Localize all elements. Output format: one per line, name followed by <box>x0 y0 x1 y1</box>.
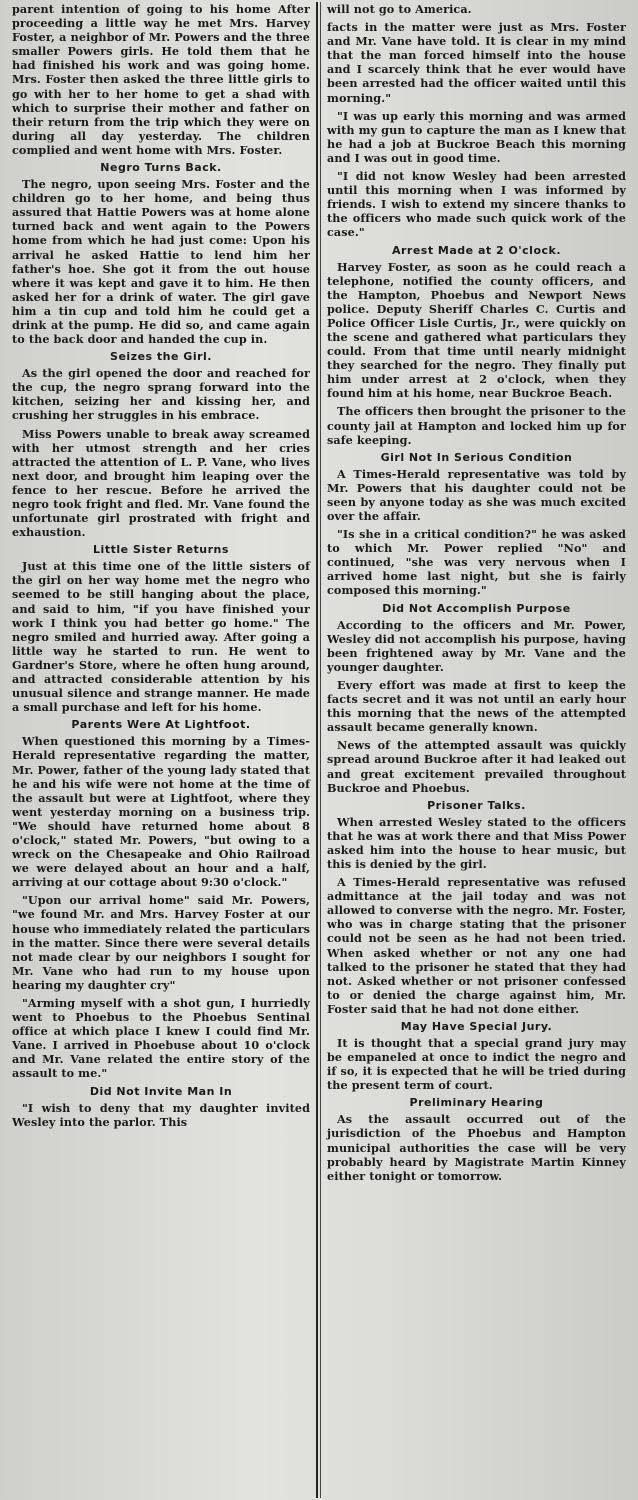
paragraph: When questioned this morning by a Times-Herald representative regarding the matter, Mr. Power, father of the young lady stated that he and his wife were not home at the time of the assault but were at Lightfoot, where they went yesterday morning on a business trip. "We should have returned home about 8 o'clock," stated Mr. Powers, "but owing to a wreck on the Chesapeake and Ohio Railroad we were delayed about an hour and a half, arriving at our cottage about 9:30 o'clock." <box>12 734 310 890</box>
paragraph: As the assault occurred out of the jurisdiction of the Phoebus and Hampton municipal authorities the case will be very probably heard by Magistrate Martin Kinney either tonight or tomorrow. <box>327 1112 626 1183</box>
paragraph: A Times-Herald representative was told by Mr. Powers that his daughter could not be seen by anyone today as she was much excited over the affair. <box>327 466 626 523</box>
subheading-girl-not-in-serious-condition: Girl Not In Serious Condition <box>380 450 573 464</box>
subheading-did-not-invite-man-in: Did Not Invite Man In <box>89 1084 233 1098</box>
paragraph: As the girl opened the door and reached for the cup, the negro sprang forward into the kitchen, seizing her and kissing her, and crushing her struggles in his embrace. <box>12 366 310 423</box>
subheading-little-sister-returns: Little Sister Returns <box>93 543 229 557</box>
paragraph: The officers then brought the prisoner to the county jail at Hampton and locked him up for safe keeping. <box>327 404 626 447</box>
paragraph: Every effort was made at first to keep the facts secret and it was not until an early hour this morning that the news of the attempted assault became generally known. <box>327 677 626 735</box>
paragraph: "I did not know Wesley had been arrested until this morning when I was informed by friends. I wish to extend my sincere thanks to the officers who made such quick work of the case." <box>327 169 626 240</box>
subheading-parents-were-at-lightfoot: Parents Were At Lightfoot. <box>71 718 251 732</box>
paragraph: Harvey Foster, as soon as he could reach a telephone, notified the county officers, and the Hampton, Phoebus and Newport News police. Deputy Sheriff Charles C. Curtis and Police Officer Lisle Curtis, Jr., were quickly on the scene and gathered what particulars they could. From that time until nearly midnight they searched for the negro. They finally put him under arrest at 2 o'clock, when they found him at his home, near Buckroe Beach. <box>327 259 626 401</box>
paragraph: "I wish to deny that my daughter invited Wesley into the parlor. This <box>12 1100 310 1129</box>
paragraph: According to the officers and Mr. Power, Wesley did not accomplish his purpose, having been frightened away by Mr. Vane and the younger daughter. <box>327 617 626 674</box>
right-column <box>320 2 632 1498</box>
paragraph: facts in the matter were just as Mrs. Foster and Mr. Vane have told. It is clear in my mind that the man forced himself into the house and I scarcely think that he ever would have been arrested had the officer waited until this morning." <box>327 20 626 105</box>
subheading-did-not-accomplish-purpose: Did Not Accomplish Purpose <box>382 601 571 615</box>
paragraph: "Is she in a critical condition?" he was asked to which Mr. Power replied "No" and continued, "she was very nervous when I arrived home last night, but she is fairly composed this morning." <box>327 527 626 598</box>
paragraph: Just at this time one of the little sisters of the girl on her way home met the negro who seemed to be still hanging about the place, and said to him, "if you have finished your work I think you had better go home." The negro smiled and hurried away. After going a little way he started to run. He went to Gardner's Store, where he often hung around, and attracted considerable attention by his unusual silence and strange manner. He made a small purchase and left for his home. <box>12 559 310 715</box>
subheading-arrest-made: Arrest Made at 2 O'clock. <box>391 243 562 257</box>
subheading-prisoner-talks: Prisoner Talks. <box>427 798 526 812</box>
paragraph: Miss Powers unable to break away screamed with her utmost strength and her cries attracted the attention of L. P. Vane, who lives next door, and brought him leaping over the fence to her rescue. Before he arrived the negro took fright and fled. Mr. Vane found the unfortunate girl prostrated with fright and exhaustion. <box>12 426 310 540</box>
paragraph: It is thought that a special grand jury may be empaneled at once to indict the negro and if so, it is expected that he will be tried during the present term of court. <box>327 1036 626 1093</box>
paragraph: parent intention of going to his home After proceeding a little way he met Mrs. Harvey Foster, a neighbor of Mr. Powers and the three smaller Powers girls. He told them that he had finished his work and was going home. Mrs. Foster then asked the three little girls to go with her to her home to get a shad with which to surprise their mother and father on their return from the trip which they were on during all day yesterday. The children complied and went home with Mrs. Foster. <box>12 2 310 157</box>
paragraph: The negro, upon seeing Mrs. Foster and the children go to her home, and being thus assured that Hattie Powers was at home alone turned back and went again to the Powers home from which he had just come: Upon his arrival he asked Hattie to lend him her father's hoe. She got it from the out house where it was kept and gave it to him. He then asked her for a drink of water. The girl gave him a tin cup and told him he could get a drink at the pump. He did so, and came again to the back door and handed the cup in. <box>12 177 310 347</box>
paragraph: "Arming myself with a shot gun, I hurriedly went to Phoebus to the Phoebus Sentinal office at which place I knew I could find Mr. Vane. I arrived in Phoebuse about 10 o'clock and Mr. Vane related the entire story of the assault to me." <box>12 996 310 1081</box>
subheading-preliminary-hearing: Preliminary Hearing <box>409 1096 544 1110</box>
subheading-seizes-the-girl: Seizes the Girl. <box>110 350 212 364</box>
subheading-may-have-special-jury: May Have Special Jury. <box>400 1020 553 1033</box>
subheading-negro-turns-back: Negro Turns Back. <box>100 161 222 175</box>
paragraph: "Upon our arrival home" said Mr. Powers, "we found Mr. and Mrs. Harvey Foster at our house who immediately related the particulars in the matter. Since there were several details not made clear by our neighbors I sought for Mr. Vane who had run to my house upon hearing my daughter cry" <box>12 893 310 992</box>
left-column <box>6 2 318 1498</box>
paragraph: When arrested Wesley stated to the officers that he was at work there and that Miss Power asked him into the house to hear music, but this is denied by the girl. <box>327 814 626 871</box>
paragraph: "I was up early this morning and was armed with my gun to capture the man as I knew that he had a job at Buckroe Beach this morning and I was out in good time. <box>327 108 626 165</box>
paragraph: A Times-Herald representative was refused admittance at the jail today and was not allowed to converse with the negro. Mr. Foster, who was in charge stating that the prisoner could not be seen as he had not been tried. When asked whether or not any one had talked to the prisoner he stated that they had not. Asked whether or not prisoner confessed to or denied the charge against him, Mr. Foster said that he had not done either. <box>327 875 626 1016</box>
paragraph: will not go to America. <box>327 2 472 16</box>
paragraph: News of the attempted assault was quickly spread around Buckroe after it had leaked out and great excitement prevailed throughout Buckroe and Phoebus. <box>327 738 626 795</box>
